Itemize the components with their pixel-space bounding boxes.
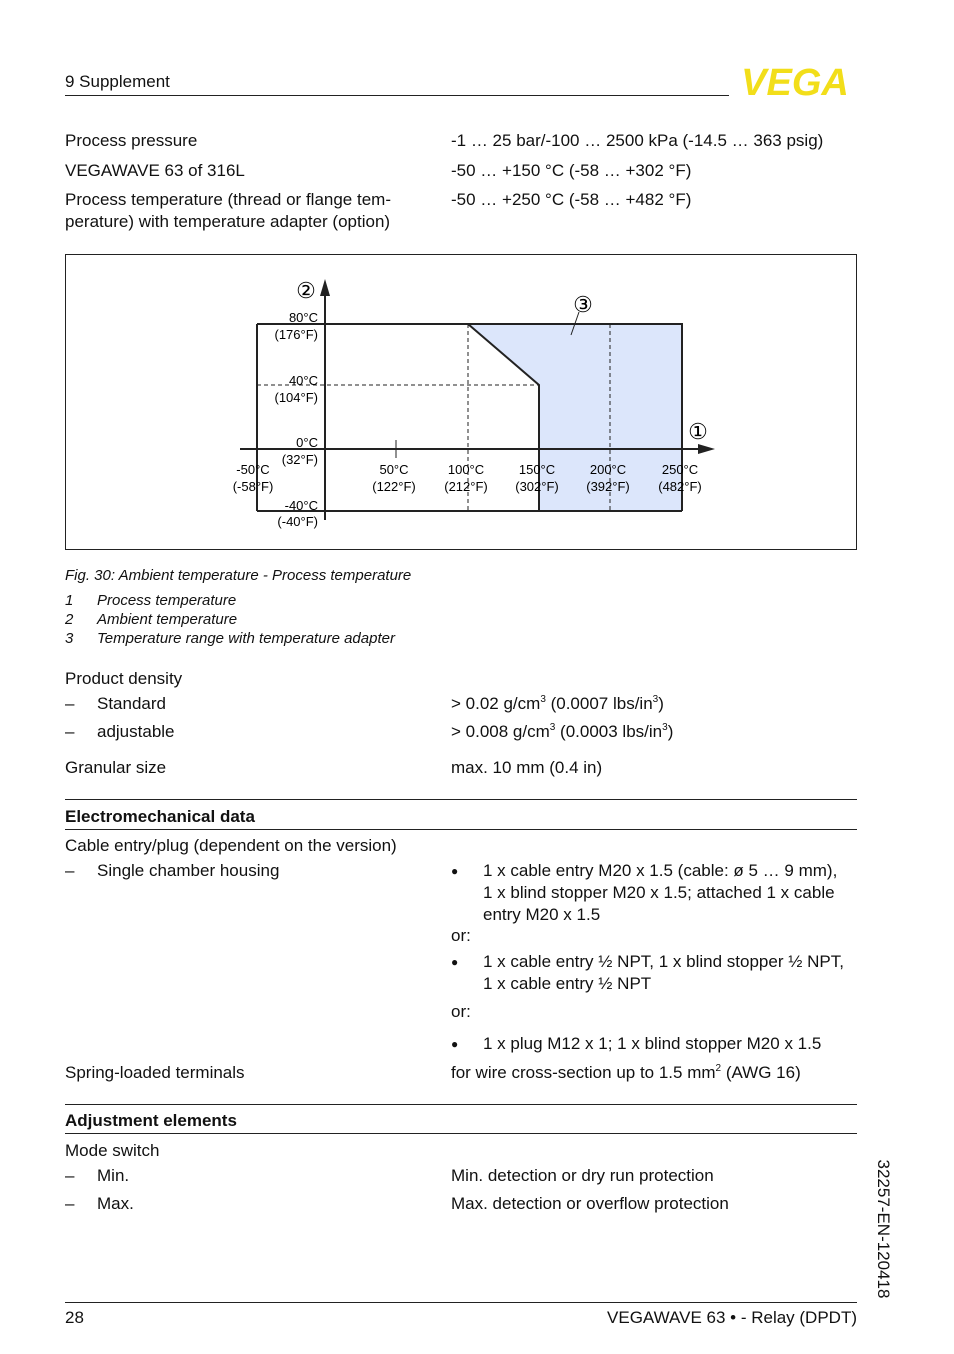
dash-single: – [65,861,75,880]
document-code: 32257-EN-120418 [874,1159,893,1299]
spec-value-316l: -50 … +150 °C (-58 … +302 °F) [451,161,692,180]
spring-terminals-label: Spring-loaded terminals [65,1063,245,1082]
x-tick-100c: 100°C [447,462,485,477]
single-chamber-label: Single chamber housing [97,861,280,880]
density-title: Product density [65,669,183,688]
option-1-line-2: 1 x blind stopper M20 x 1.5; attached 1 x cable [483,883,835,902]
min-value: Min. detection or dry run protection [451,1166,714,1185]
spec-label-adapter-2: perature) with temperature adapter (option) [65,212,391,231]
max-value: Max. detection or overflow protection [451,1194,729,1213]
x-tick-minus50c: -50°C [236,462,270,477]
legend-text-3: Temperature range with temperature adapter [97,630,395,647]
x-tick-250c: 250°C [661,462,699,477]
callout-1: ① [688,419,708,444]
y-tick-40c: 40°C [288,373,318,388]
option-1-line-3: entry M20 x 1.5 [483,905,601,924]
figure-caption: Fig. 30: Ambient temperature - Process temperature [65,567,412,584]
dash-min: – [65,1166,75,1185]
section-rule-bottom [65,829,857,830]
spec-label-pressure: Process pressure [65,131,198,150]
temperature-diagram [0,0,954,560]
x-tick-482f: (482°F) [658,479,702,494]
option-3: 1 x plug M12 x 1; 1 x blind stopper M20 x 1.5 [483,1034,822,1053]
section-title: 9 Supplement [65,72,170,91]
or-2: or: [451,1002,471,1021]
x-tick-302f: (302°F) [515,479,559,494]
option-2-line-1: 1 x cable entry ½ NPT, 1 x blind stopper ½ NPT, [483,952,844,971]
y-tick-minus40f: (-40°F) [277,514,318,529]
adjust-rule-bottom [65,1133,857,1134]
x-tick-200c: 200°C [589,462,627,477]
section-rule-top [65,799,857,800]
x-tick-122f: (122°F) [372,479,416,494]
density-standard-value: > 0.02 $g/cm^3$ (0.0007 lbs/$in^3$) [451,694,664,713]
spec-label-adapter-1: Process temperature (thread or flange tem- [65,190,391,209]
callout-2: ② [296,278,316,303]
dash-max: – [65,1194,75,1213]
bullet-3: ● [451,1037,459,1051]
dash-adjustable: – [65,722,75,741]
dash-standard: – [65,694,75,713]
spring-terminals-value: for wire cross-section up to 1.5 $mm^2$ (AWG 16) [451,1063,801,1082]
footer-rule [65,1302,857,1303]
x-tick-150c: 150°C [518,462,556,477]
y-tick-80c: 80°C [288,310,318,325]
callout-3: ③ [573,292,593,317]
bullet-1: ● [451,864,459,878]
x-tick-392f: (392°F) [586,479,630,494]
cable-entry-label: Cable entry/plug (dependent on the version) [65,836,397,855]
spec-value-adapter: -50 … +250 °C (-58 … +482 °F) [451,190,692,209]
y-axis-arrow [320,279,330,296]
bullet-2: ● [451,955,459,969]
adjust-heading: Adjustment elements [65,1111,237,1130]
granular-value: max. 10 mm (0.4 in) [451,758,603,777]
or-1: or: [451,926,471,945]
y-tick-104f: (104°F) [274,390,318,405]
y-tick-minus40c: -40°C [284,498,318,513]
density-adjustable-label: adjustable [97,722,175,741]
density-adjustable-value: > 0.008 $g/cm^3$ (0.0003 lbs/$in^3$) [451,722,674,741]
y-tick-32f: (32°F) [281,452,318,467]
legend-num-3: 3 [65,630,74,647]
max-label: Max. [97,1194,134,1213]
spec-value-pressure: -1 … 25 bar/-100 … 2500 kPa (-14.5 … 363 psig) [451,131,824,150]
option-1-line-1: 1 x cable entry M20 x 1.5 (cable: ø 5 … 9 mm), [483,861,838,880]
x-axis-arrow [698,444,715,454]
legend-num-1: 1 [65,592,74,609]
min-label: Min. [97,1166,130,1185]
legend-num-2: 2 [65,611,74,628]
spec-label-316l: VEGAWAVE 63 of 316L [65,161,245,180]
footer-product: VEGAWAVE 63 • - Relay (DPDT) [607,1308,857,1327]
granular-label: Granular size [65,758,167,777]
mode-switch-label: Mode switch [65,1141,160,1160]
x-tick-50c: 50°C [379,462,409,477]
y-tick-0c: 0°C [296,435,318,450]
legend-text-2: Ambient temperature [97,611,238,628]
option-2-line-2: 1 x cable entry ½ NPT [483,974,652,993]
y-tick-176f: (176°F) [274,327,318,342]
logo-text: VEGA [741,62,849,100]
adjust-rule-top [65,1104,857,1105]
legend-text-1: Process temperature [97,592,237,609]
electro-heading: Electromechanical data [65,807,255,826]
page-number: 28 [65,1308,84,1327]
density-standard-label: Standard [97,694,166,713]
x-tick-minus58f: (-58°F) [232,479,274,494]
x-tick-212f: (212°F) [444,479,488,494]
